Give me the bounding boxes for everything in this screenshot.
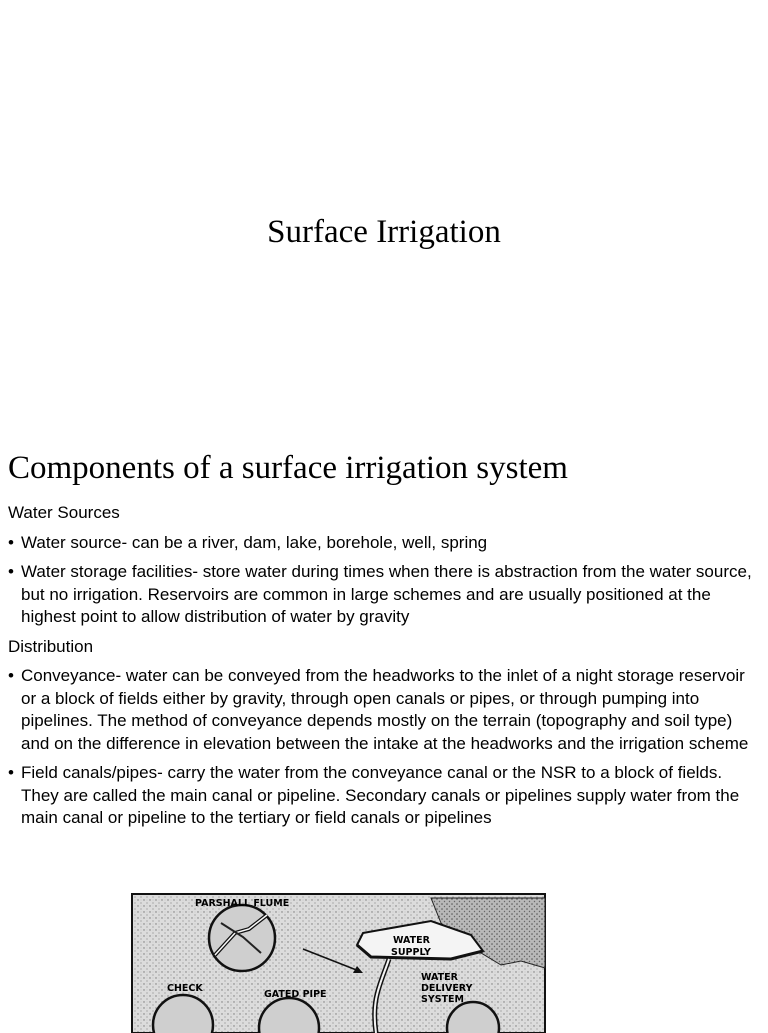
bullet-text: Conveyance- water can be conveyed from the headworks to the inlet of a night storage reservoir or a block of fields either by gravity, through open canals or pipes, or through pumping into pipelines. The method of conveyance depends mostly on the terrain (topography and soil type) and on the difference in elevation between the intake at the headworks and the irrigation scheme (21, 666, 749, 753)
section-label-distribution: Distribution (8, 636, 94, 656)
bullet-dot: • (8, 763, 14, 782)
label-water-supply-line1: WATER (393, 935, 430, 946)
label-delivery-line2: DELIVERY (421, 983, 473, 994)
label-parshall-flume: PARSHALL FLUME (195, 898, 290, 909)
irrigation-system-diagram (131, 893, 546, 1033)
slide-body (8, 502, 756, 837)
section-label-water-sources: Water Sources (8, 503, 120, 522)
bullet-text: Water source- can be a river, dam, lake, borehole, well, spring (21, 532, 488, 552)
label-gated-pipe: GATED PIPE (264, 989, 327, 1000)
label-check: CHECK (167, 983, 203, 994)
slide-title: Surface Irrigation (267, 214, 501, 250)
label-delivery-line3: SYSTEM (421, 994, 464, 1005)
bullet-text: Water storage facilities- store water during times when there is abstraction from the water source, but no irrigation. Reservoirs are common in large schemes and are usually positioned at the highest point to allow distribution of water by gravity (21, 562, 752, 626)
bullet-dot: • (8, 562, 14, 581)
label-delivery-line1: WATER (421, 972, 458, 983)
bullet-text: Field canals/pipes- carry the water from the conveyance canal or the NSR to a block of fields. They are called the main canal or pipeline. Secondary canals or pipelines supply water from the main canal or pipeline to the tertiary or field canals or pipelines (21, 763, 740, 827)
slide-heading: Components of a surface irrigation system (8, 450, 568, 486)
label-water-supply-line2: SUPPLY (391, 947, 431, 958)
bullet-dot: • (8, 532, 14, 552)
bullet-dot: • (8, 666, 14, 685)
bullet-field-canals (8, 762, 756, 830)
bullet-conveyance (8, 665, 756, 755)
bullet-water-storage (8, 561, 756, 629)
bullet-water-source (8, 532, 756, 555)
